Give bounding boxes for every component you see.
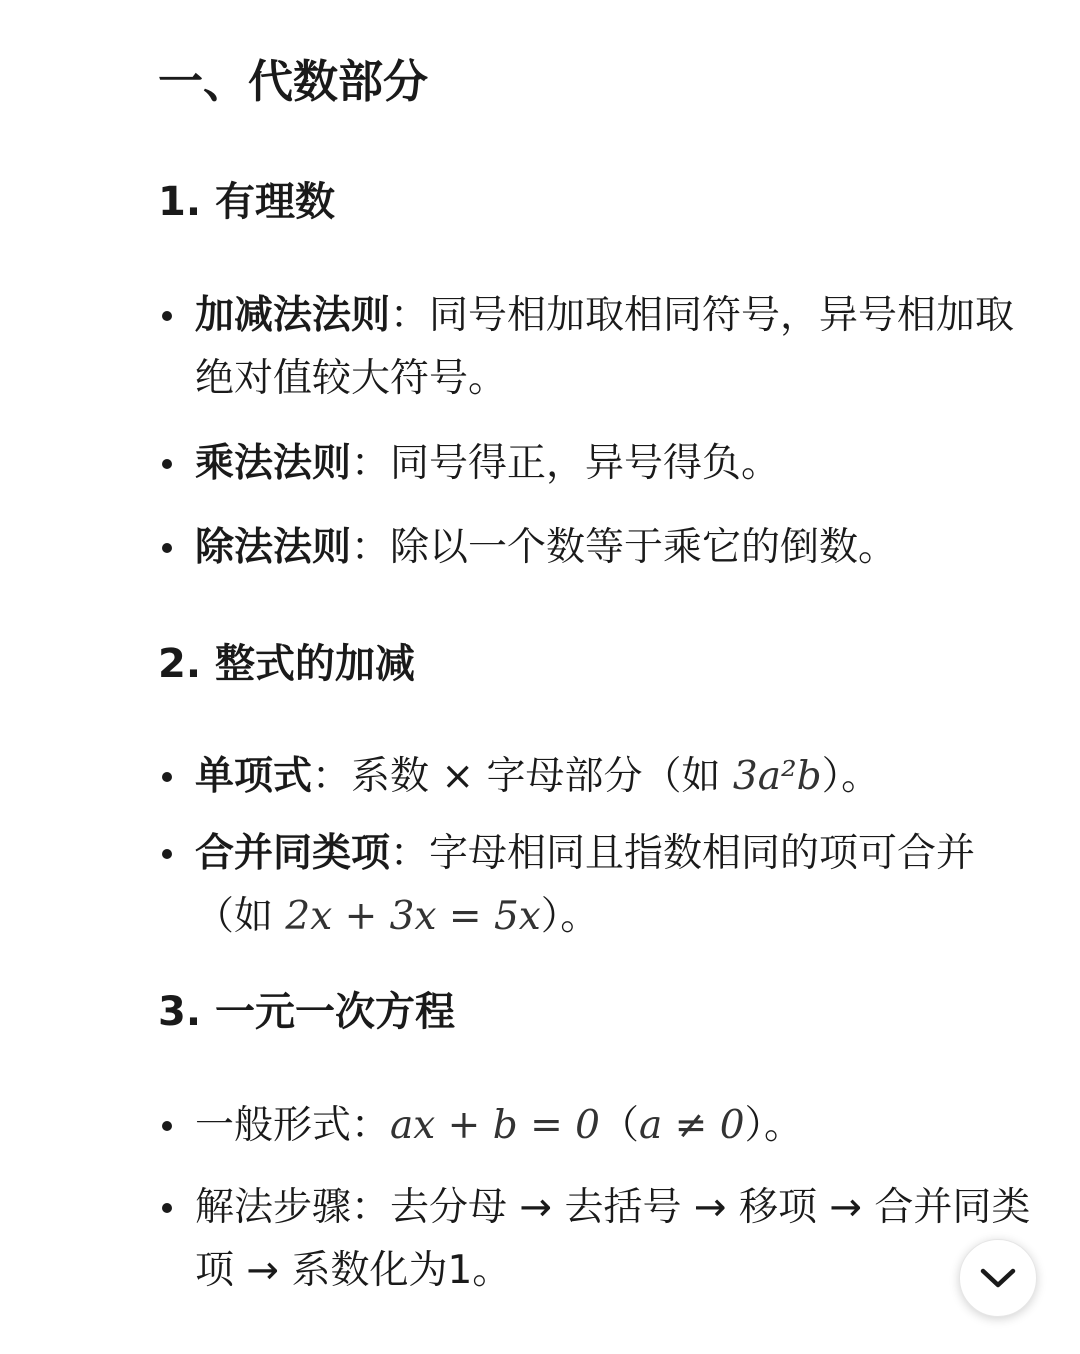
section-title-polynomials: 2. 整式的加减 <box>158 641 415 687</box>
separator: ： <box>351 441 391 486</box>
bullet-dot <box>162 772 172 782</box>
term-description: 字母相同且指数相同的项可合并（如 <box>195 831 976 939</box>
term-label: 合并同类项 <box>195 831 391 876</box>
bullet-dot <box>162 1203 172 1213</box>
math-condition: a ≠ 0 <box>639 1103 745 1148</box>
term-label: 加减法法则 <box>195 293 391 338</box>
separator: ： <box>351 525 391 570</box>
list-item <box>158 1176 1043 1302</box>
term-label: 解法步骤： <box>195 1185 391 1230</box>
term-description-end: ）。 <box>540 894 600 939</box>
term-label: 单项式 <box>195 754 313 799</box>
bullet-dot <box>162 459 172 469</box>
term-description: 同号得正，异号得负。 <box>390 441 781 486</box>
term-label: 一般形式： <box>195 1103 391 1148</box>
term-description: 除以一个数等于乘它的倒数。 <box>390 525 898 570</box>
section-title-rational-numbers: 1. 有理数 <box>158 179 335 225</box>
list-item <box>158 822 1043 948</box>
list-item <box>158 745 1043 808</box>
paren-open: （ <box>599 1103 639 1148</box>
separator: ： <box>390 293 430 338</box>
term-label: 乘法法则 <box>195 441 352 486</box>
bullet-dot <box>162 311 172 321</box>
math-expression: 3a²b <box>732 754 822 799</box>
list-item <box>158 284 1043 410</box>
paren-close: ）。 <box>744 1103 804 1148</box>
bullet-dot <box>162 543 172 553</box>
chevron-down-icon <box>979 1266 1017 1290</box>
math-expression: ax + b = 0 <box>390 1103 600 1148</box>
scroll-to-bottom-button[interactable] <box>959 1239 1037 1317</box>
bullet-dot <box>162 1121 172 1131</box>
list-item <box>158 432 1043 495</box>
list-item <box>158 516 1043 579</box>
term-description: 同号相加取相同符号，异号相加取绝对值较大符号。 <box>195 293 1015 401</box>
section-title-linear-equations: 3. 一元一次方程 <box>158 989 455 1035</box>
math-expression: 2x + 3x = 5x <box>285 894 541 939</box>
separator: ： <box>312 754 352 799</box>
separator: ： <box>390 831 430 876</box>
list-item <box>158 1094 1043 1157</box>
bullet-dot <box>162 849 172 859</box>
page-title: 一、代数部分 <box>158 55 429 108</box>
term-description: 系数 × 字母部分（如 <box>351 754 733 799</box>
term-description: 去分母 → 去括号 → 移项 → 合并同类项 → 系数化为1。 <box>195 1185 1031 1293</box>
term-label: 除法法则 <box>195 525 352 570</box>
term-description-end: ）。 <box>821 754 881 799</box>
